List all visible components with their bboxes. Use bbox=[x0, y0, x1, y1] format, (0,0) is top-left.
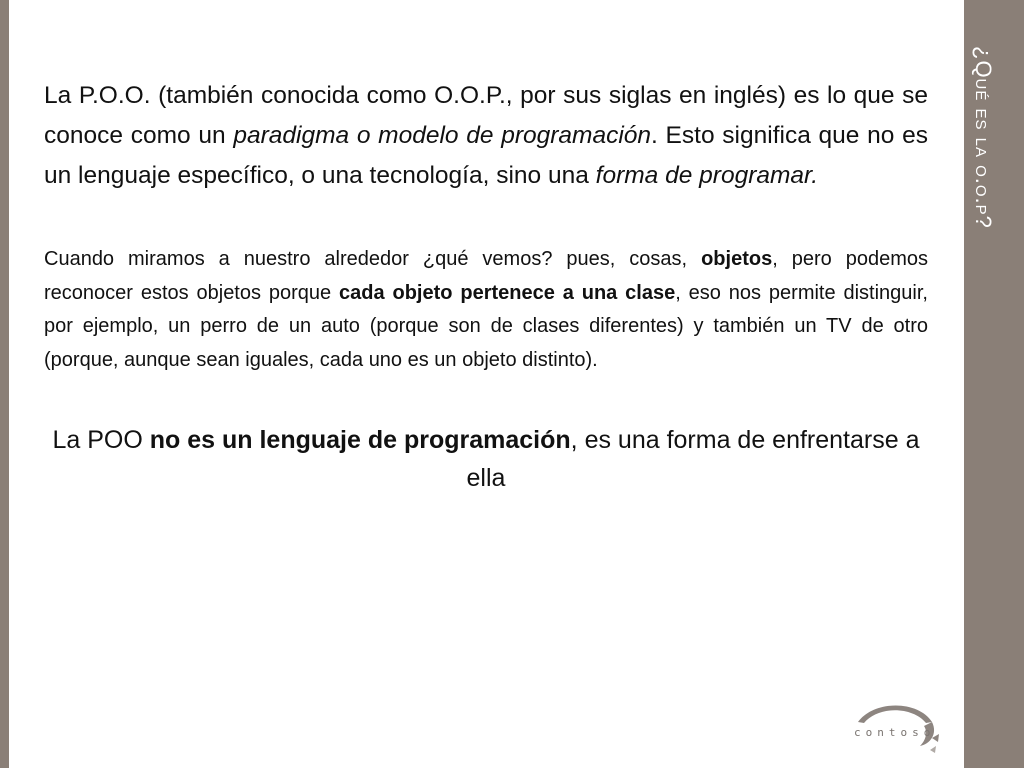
text-run: Cuando miramos a nuestro alrededor ¿qué vemos? pues, cosas, bbox=[44, 248, 702, 270]
text-run: . Esto significa que no es un lenguaje específico, o una tecnología, sino una bbox=[44, 122, 928, 189]
text-run: , eso nos permite distinguir, por ejemplo, un perro de un auto (porque son de clases diferentes) y también un TV de otro (porque, aunque sean iguales, cada uno es un objeto distinto). bbox=[44, 281, 928, 371]
paragraph-poo-definition bbox=[44, 76, 928, 196]
text-run: , pero podemos reconocer estos objetos porque bbox=[44, 248, 928, 304]
logo-wordmark: contoso bbox=[854, 726, 936, 739]
bold-text: cada objeto pertenece a una clase bbox=[339, 281, 676, 304]
italic-text: forma de programar. bbox=[595, 162, 819, 189]
slide-title-vertical: ¿Qué es la o.o.p? bbox=[971, 46, 996, 229]
italic-text: paradigma o modelo de programación bbox=[233, 122, 652, 149]
text-run: La P.O.O. (también conocida como O.O.P., por sus siglas en inglés) es lo que se conoce como un bbox=[44, 82, 928, 149]
text-run: La POO bbox=[52, 426, 150, 454]
paragraph-conclusion bbox=[44, 421, 928, 497]
bold-text: no es un lenguaje de programación bbox=[149, 426, 571, 454]
paragraph-objects-classes bbox=[44, 243, 928, 377]
left-accent-bar bbox=[0, 0, 9, 768]
bold-text: objetos bbox=[701, 248, 773, 270]
text-run: , es una forma de enfrentarse a ella bbox=[466, 426, 920, 492]
slide-content bbox=[44, 76, 928, 497]
